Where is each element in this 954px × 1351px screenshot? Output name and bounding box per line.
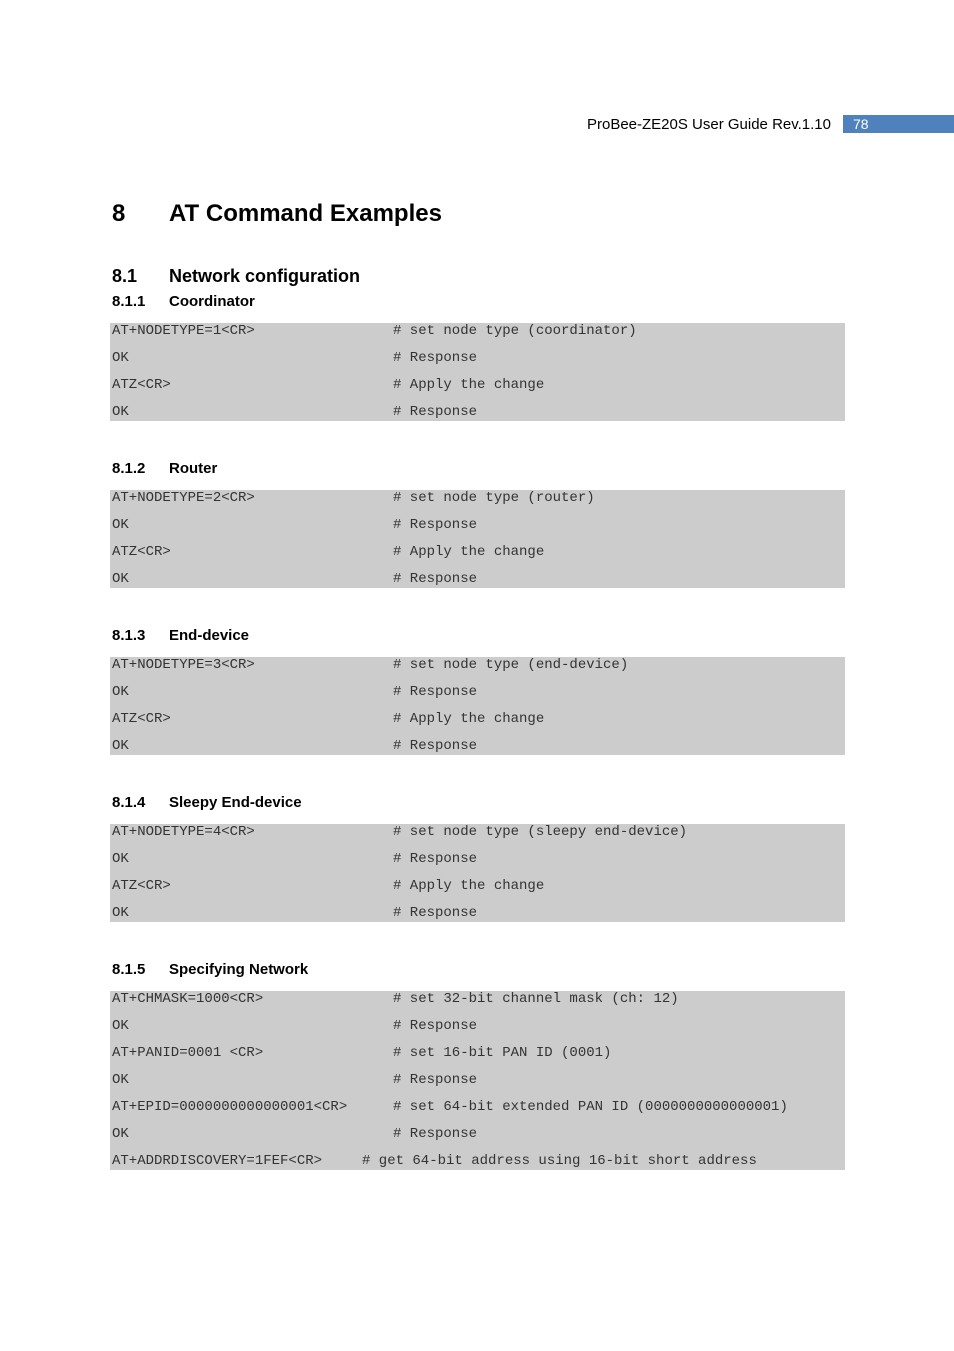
- code-command: AT+NODETYPE=4<CR>: [112, 824, 255, 840]
- code-row: [110, 1072, 845, 1099]
- code-row: [110, 738, 845, 755]
- subsection-heading-end-device: [112, 627, 249, 644]
- subsection-heading-specifying-network: [112, 961, 308, 978]
- code-command: OK: [112, 350, 129, 366]
- code-comment: # Response: [393, 404, 478, 420]
- code-comment: # Response: [393, 851, 478, 867]
- code-row: [110, 905, 845, 922]
- code-row: [110, 851, 845, 878]
- code-comment: # Response: [393, 684, 478, 700]
- code-block-end-device: [110, 657, 845, 755]
- code-comment: # set 32-bit channel mask (ch: 12): [393, 991, 679, 1007]
- code-block-sleepy-end-device: [110, 824, 845, 922]
- subsection-number: 8.1.4: [112, 794, 146, 811]
- code-command: OK: [112, 517, 129, 533]
- code-comment: # set node type (coordinator): [393, 323, 637, 339]
- section-title: Network configuration: [169, 266, 361, 286]
- subsection-title: Router: [169, 460, 218, 477]
- code-row: [110, 684, 845, 711]
- code-row: [110, 323, 845, 350]
- subsection-number: 8.1.5: [112, 961, 146, 978]
- code-comment: # Apply the change: [393, 377, 545, 393]
- code-block-coordinator: [110, 323, 845, 421]
- chapter-number: 8: [112, 200, 126, 227]
- code-row: [110, 824, 845, 851]
- code-row: [110, 1153, 845, 1170]
- code-comment: # Response: [393, 905, 478, 921]
- code-row: [110, 1126, 845, 1153]
- code-comment: # Response: [393, 1072, 478, 1088]
- code-command: OK: [112, 738, 129, 754]
- section-number: 8.1: [112, 266, 138, 286]
- code-comment: # Response: [393, 571, 478, 587]
- subsection-heading-coordinator: [112, 293, 255, 310]
- code-command: AT+NODETYPE=3<CR>: [112, 657, 255, 673]
- subsection-title: Specifying Network: [169, 961, 309, 978]
- chapter-title: AT Command Examples: [169, 200, 442, 227]
- code-command: AT+ADDRDISCOVERY=1FEF<CR>: [112, 1153, 323, 1169]
- code-command: AT+PANID=0001 <CR>: [112, 1045, 264, 1061]
- code-comment: # Response: [393, 1018, 478, 1034]
- code-command: OK: [112, 684, 129, 700]
- code-command: ATZ<CR>: [112, 544, 171, 560]
- page-header: [587, 115, 954, 133]
- chapter-heading: [112, 200, 442, 228]
- code-command: OK: [112, 404, 129, 420]
- subsection-heading-sleepy-end-device: [112, 794, 302, 811]
- section-heading: [112, 266, 360, 287]
- code-command: AT+NODETYPE=2<CR>: [112, 490, 255, 506]
- code-row: [110, 350, 845, 377]
- subsection-title: End-device: [169, 627, 250, 644]
- code-row: [110, 1018, 845, 1045]
- code-row: [110, 711, 845, 738]
- code-command: OK: [112, 1072, 129, 1088]
- code-row: [110, 878, 845, 905]
- subsection-title: Coordinator: [169, 293, 255, 310]
- code-command: AT+CHMASK=1000<CR>: [112, 991, 264, 1007]
- code-comment: # set 16-bit PAN ID (0001): [393, 1045, 612, 1061]
- code-row: [110, 1099, 845, 1126]
- subsection-title: Sleepy End-device: [169, 794, 302, 811]
- code-command: ATZ<CR>: [112, 878, 171, 894]
- code-command: AT+EPID=0000000000000001<CR>: [112, 1099, 348, 1115]
- code-row: [110, 404, 845, 421]
- code-comment: # Apply the change: [393, 878, 545, 894]
- code-comment: # Apply the change: [393, 544, 545, 560]
- code-comment: # Response: [393, 738, 478, 754]
- code-row: [110, 571, 845, 588]
- code-comment: # set node type (router): [393, 490, 595, 506]
- subsection-number: 8.1.2: [112, 460, 146, 477]
- code-row: [110, 657, 845, 684]
- code-row: [110, 490, 845, 517]
- subsection-number: 8.1.1: [112, 293, 146, 310]
- code-command: OK: [112, 1126, 129, 1142]
- code-row: [110, 991, 845, 1018]
- code-comment: # Response: [393, 1126, 478, 1142]
- code-command: ATZ<CR>: [112, 377, 171, 393]
- page-number: 78: [843, 115, 954, 133]
- code-row: [110, 544, 845, 571]
- code-row: [110, 377, 845, 404]
- code-comment: # set 64-bit extended PAN ID (0000000000000001): [393, 1099, 788, 1115]
- code-block-specifying-network: [110, 991, 845, 1170]
- code-comment: # get 64-bit address using 16-bit short address: [362, 1153, 757, 1169]
- subsection-number: 8.1.3: [112, 627, 146, 644]
- code-block-router: [110, 490, 845, 588]
- code-comment: # Response: [393, 350, 478, 366]
- code-command: OK: [112, 851, 129, 867]
- code-command: AT+NODETYPE=1<CR>: [112, 323, 255, 339]
- code-comment: # Apply the change: [393, 711, 545, 727]
- code-row: [110, 517, 845, 544]
- document-title: ProBee-ZE20S User Guide Rev.1.10: [586, 115, 831, 133]
- code-command: ATZ<CR>: [112, 711, 171, 727]
- code-comment: # set node type (end-device): [393, 657, 629, 673]
- code-comment: # set node type (sleepy end-device): [393, 824, 688, 840]
- code-command: OK: [112, 905, 129, 921]
- code-row: [110, 1045, 845, 1072]
- code-comment: # Response: [393, 517, 478, 533]
- code-command: OK: [112, 571, 129, 587]
- code-command: OK: [112, 1018, 129, 1034]
- subsection-heading-router: [112, 460, 217, 477]
